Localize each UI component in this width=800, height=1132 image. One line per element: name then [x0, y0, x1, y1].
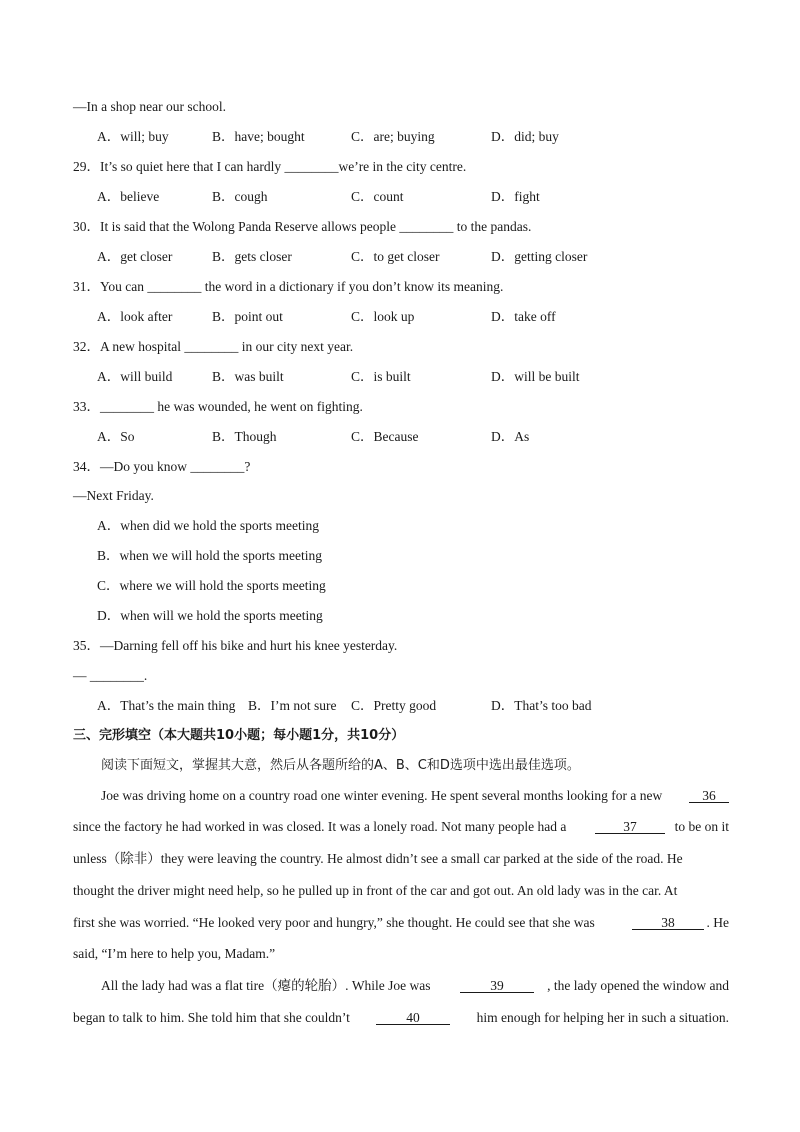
q32-option-d[interactable]: D．will be built [491, 369, 580, 384]
q31-option-b[interactable]: B．point out [212, 309, 283, 324]
q30-option-b[interactable]: B．gets closer [212, 249, 292, 264]
question-number: 32． [73, 339, 100, 354]
question-text: to the pandas. [453, 219, 532, 234]
passage-line [73, 1010, 729, 1026]
passage-text: , the lady opened the window and [547, 978, 729, 993]
q35-option-b[interactable]: B．I’m not sure [248, 698, 337, 713]
question-31 [73, 279, 503, 295]
question-text: A new hospital [100, 339, 185, 354]
passage-text: Joe was driving home on a country road one winter evening. He spent several months looking for a new [101, 788, 663, 803]
cloze-blank-37[interactable]: 37 [595, 819, 665, 834]
question-text: It is said that the Wolong Panda Reserve allows people [100, 219, 400, 234]
passage-line [101, 788, 729, 804]
q31-option-a[interactable]: A．look after [97, 309, 173, 324]
q34-option-a[interactable]: A．when did we hold the sports meeting [97, 518, 319, 533]
passage-text: began to talk to him. She told him that she couldn’t [73, 1010, 350, 1025]
answer-blank: ________ [399, 219, 454, 234]
question-text: —Darning fell off his bike and hurt his knee yesterday. [100, 638, 398, 653]
q32-option-b[interactable]: B．was built [212, 369, 284, 384]
section-instruction: 阅读下面短文，掌握其大意，然后从各题所给的A、B、C和D选项中选出最佳选项。 [101, 758, 580, 773]
passage-line: thought the driver might need help, so he pulled up in front of the car and got out. An old lady was in the car. At [73, 883, 678, 898]
passage-text: to be on it [674, 819, 729, 834]
passage-text: him enough for helping her in such a situation. [476, 1010, 729, 1025]
question-text: we’re in the city centre. [338, 159, 467, 174]
question-text: the word in a dictionary if you don’t know its meaning. [201, 279, 504, 294]
q28-option-d[interactable]: D．did; buy [491, 129, 559, 144]
question-number: 29． [73, 159, 100, 174]
q33-option-c[interactable]: C．Because [351, 429, 419, 444]
question-text: he was wounded, he went on fighting. [154, 399, 363, 414]
question-32 [73, 339, 353, 355]
q31-option-c[interactable]: C．look up [351, 309, 415, 324]
q33-option-d[interactable]: D．As [491, 429, 530, 444]
cloze-blank-38[interactable]: 38 [632, 915, 704, 930]
q34-option-d[interactable]: D．when will we hold the sports meeting [97, 608, 323, 623]
passage-line: said, “I’m here to help you, Madam.” [73, 946, 276, 961]
answer-blank: ________ [184, 339, 239, 354]
cloze-blank-36[interactable]: 36 [689, 788, 729, 803]
question-number: 34． [73, 459, 100, 474]
answer-blank: ________ [190, 459, 245, 474]
question-number: 33． [73, 399, 100, 414]
passage-text: first she was worried. “He looked very poor and hungry,” she thought. He could see that she was [73, 915, 595, 930]
question-text: —Do you know [100, 459, 191, 474]
q34-option-c[interactable]: C．where we will hold the sports meeting [97, 578, 326, 593]
passage-text: All the lady had was a flat tire（瘪的轮胎）. While Joe was [101, 978, 431, 993]
q30-option-c[interactable]: C．to get closer [351, 249, 440, 264]
q35-option-a[interactable]: A．That’s the main thing [97, 698, 236, 713]
q30-option-d[interactable]: D．getting closer [491, 249, 588, 264]
q33-option-a[interactable]: A．So [97, 429, 135, 444]
passage-line [101, 978, 729, 994]
passage-line [73, 915, 729, 931]
cloze-blank-39[interactable]: 39 [460, 978, 534, 993]
cloze-blank-40[interactable]: 40 [376, 1010, 450, 1025]
question-29 [73, 159, 466, 175]
q28-option-b[interactable]: B．have; bought [212, 129, 305, 144]
question-34 [73, 459, 250, 475]
question-text: ? [244, 459, 251, 474]
answer-blank: ________ [89, 668, 144, 683]
q31-option-d[interactable]: D．take off [491, 309, 556, 324]
section-title: 三、完形填空（本大题共10小题；每小题1分，共10分） [73, 728, 405, 743]
answer-period: . [143, 668, 148, 683]
q29-option-c[interactable]: C．count [351, 189, 404, 204]
q28-option-a[interactable]: A．will; buy [97, 129, 169, 144]
q33-option-b[interactable]: B．Though [212, 429, 277, 444]
q34-option-b[interactable]: B．when we will hold the sports meeting [97, 548, 322, 563]
q35-option-c[interactable]: C．Pretty good [351, 698, 437, 713]
q29-option-b[interactable]: B．cough [212, 189, 268, 204]
question-35 [73, 638, 397, 654]
q28-answer-line: —In a shop near our school. [73, 99, 226, 114]
q35-answer-line [73, 668, 147, 684]
question-30 [73, 219, 531, 235]
passage-text: . He [706, 915, 729, 930]
question-number: 31． [73, 279, 100, 294]
q28-option-c[interactable]: C．are; buying [351, 129, 435, 144]
question-number: 35． [73, 638, 100, 653]
passage-line: unless（除非）they were leaving the country. He almost didn’t see a small car parked at the side of the road. He [73, 851, 683, 866]
passage-line [73, 819, 729, 835]
q35-option-d[interactable]: D．That’s too bad [491, 698, 592, 713]
q29-option-d[interactable]: D．fight [491, 189, 540, 204]
question-text: in our city next year. [238, 339, 354, 354]
q32-option-a[interactable]: A．will build [97, 369, 173, 384]
q30-option-a[interactable]: A．get closer [97, 249, 173, 264]
question-text: It’s so quiet here that I can hardly [100, 159, 285, 174]
answer-blank: ________ [100, 399, 154, 414]
q29-option-a[interactable]: A．believe [97, 189, 160, 204]
question-33 [73, 399, 363, 415]
question-number: 30． [73, 219, 100, 234]
question-text: You can [100, 279, 148, 294]
answer-dash: — [73, 668, 90, 683]
q34-answer-line: —Next Friday. [73, 488, 154, 503]
passage-text: since the factory he had worked in was closed. It was a lonely road. Not many people had a [73, 819, 567, 834]
answer-blank: ________ [147, 279, 202, 294]
q32-option-c[interactable]: C．is built [351, 369, 411, 384]
answer-blank: ________ [284, 159, 339, 174]
